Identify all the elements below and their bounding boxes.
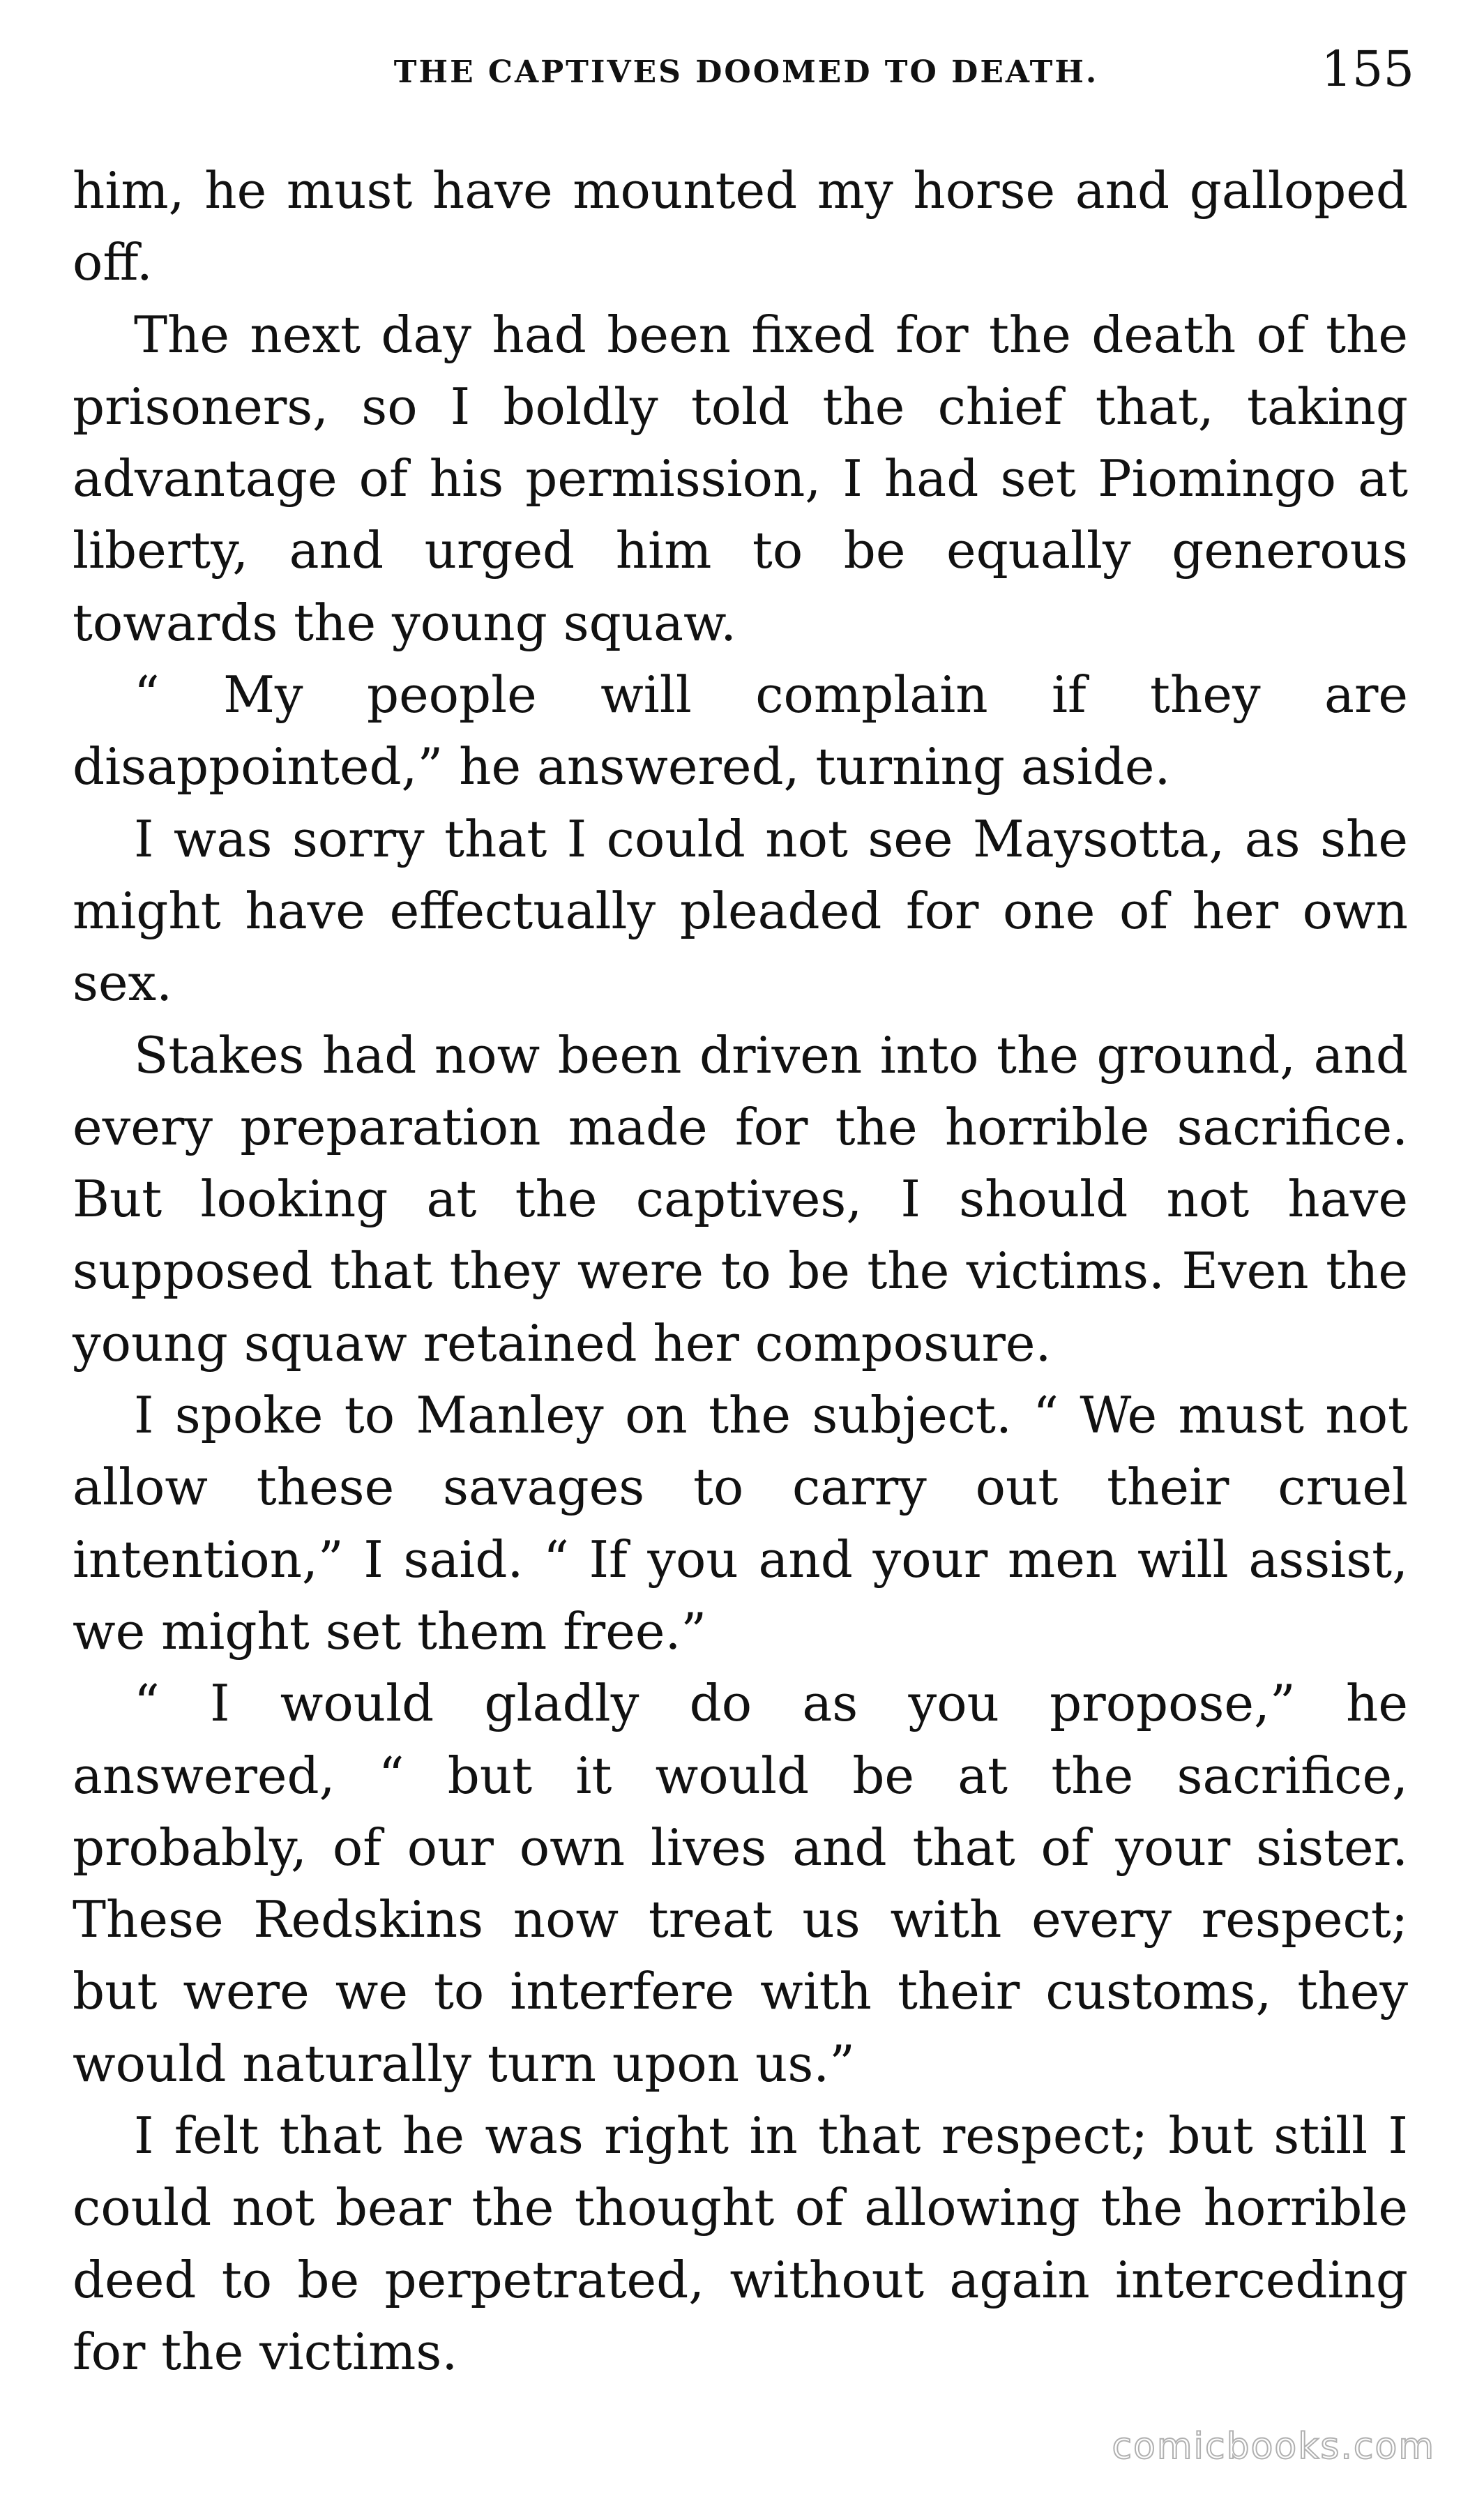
page-number: 155: [1321, 40, 1414, 98]
paragraph: I was sorry that I could not see Maysotta, as she might have effectually pleaded for one of her own sex.: [73, 809, 1408, 1013]
watermark: comicbooks.com: [1112, 2426, 1435, 2468]
paragraph: I spoke to Manley on the subject. “ We must not allow these savages to carry out their cruel intention,” I said. “ If you and your men will assist, we might set them free.”: [73, 1386, 1408, 1661]
paragraph: “ My people will complain if they are disappointed,” he answered, turning aside.: [73, 665, 1408, 796]
paragraph: I felt that he was right in that respect; but still I could not bear the thought of allowing the horrible deed to be perpetrated, without again interceding for the victims.: [73, 2106, 1408, 2381]
paragraph-continued: him, he must have mounted my horse and galloped off.: [73, 161, 1408, 292]
paragraph: “ I would gladly do as you propose,” he answered, “ but it would be at the sacrifice, probably, of our own lives and that of your sister. These Redskins now treat us with every respect; but were we to interfere with their customs, they would naturally turn upon us.”: [73, 1674, 1408, 2093]
paragraph: Stakes had now been driven into the ground, and every preparation made for the horrible sacrifice. But looking at the captives, I should not have supposed that they were to be the victims. Even the young squaw retained her composure.: [73, 1025, 1408, 1373]
running-title: THE CAPTIVES DOOMED TO DEATH.: [393, 54, 1099, 90]
body-text: [73, 155, 1408, 2388]
paragraph: The next day had been fixed for the death of the prisoners, so I boldly told the chief that, taking advantage of his permission, I had set Piomingo at liberty, and urged him to be equally generous towards the young squaw.: [73, 305, 1408, 652]
